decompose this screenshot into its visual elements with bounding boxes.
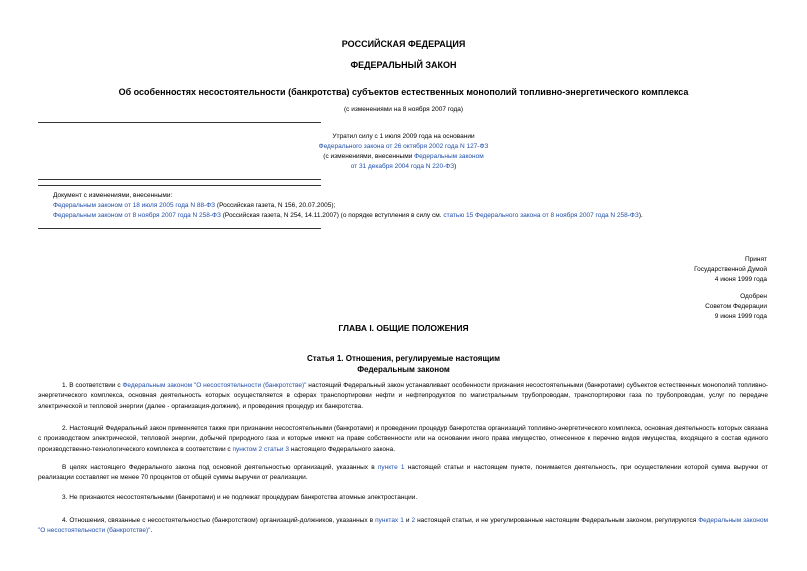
changes-block bbox=[53, 191, 773, 221]
article-heading bbox=[0, 353, 807, 375]
change-text: (Российская газета, N 156, 20.07.2005); bbox=[215, 202, 336, 209]
adoption-line: 9 июня 1999 года bbox=[714, 313, 767, 320]
divider bbox=[38, 228, 321, 229]
change-link-258fz[interactable]: Федеральным законом от 8 ноября 2007 года N 258-ФЗ bbox=[53, 212, 221, 219]
law-title: Об особенностях несостоятельности (банкротства) субъектов естественных монополий топливно-энергетического комплекса bbox=[118, 87, 689, 97]
amended-note: (с изменениями на 8 ноября 2007 года) bbox=[343, 106, 464, 113]
adoption-line: Государственной Думой bbox=[694, 266, 767, 273]
link-point1[interactable]: пункте 1 bbox=[377, 464, 405, 471]
paragraph-2: 2. Настоящий Федеральный закон применяется также при признании несостоятельными (банкротами) и проведении процедур банкротства организаций топливно-энергетического комплекса, основная деятельность которых связана с производством электрической, тепловой энергии, добычей природного газа и которые имеют на праве собственности или на основании иного права имущество, отнесенное к перечню видов имущества, входящего в состав единого производственно-технологического комплекса в соответствии с пунктом 2 статьи 3 настоящего Федерального закона. bbox=[38, 425, 768, 453]
adoption-line: 4 июня 1999 года bbox=[714, 276, 767, 283]
link-points1[interactable]: пунктах 1 bbox=[375, 517, 404, 524]
adoption-line: Одобрен bbox=[740, 293, 767, 300]
validity-block bbox=[0, 132, 807, 172]
link-bankruptcy-law-2[interactable]: Федеральным законом "О несостоятельности (банкротстве)" bbox=[38, 517, 768, 535]
divider bbox=[38, 122, 321, 123]
adoption-line: Советом Федерации bbox=[705, 303, 767, 310]
article-title-line: Статья 1. Отношения, регулируемые настоящим bbox=[306, 354, 501, 363]
adoption-line: Принят bbox=[744, 256, 767, 263]
validity-link-law[interactable]: Федерального закона от 26 октября 2002 года N 127-ФЗ bbox=[318, 143, 489, 150]
link-article3-point2[interactable]: пунктом 2 статьи 3 bbox=[232, 445, 289, 453]
chapter-heading: ГЛАВА I. ОБЩИЕ ПОЛОЖЕНИЯ bbox=[338, 323, 469, 333]
link-point2[interactable]: 2 bbox=[411, 517, 416, 524]
change-link-88fz[interactable]: Федеральным законом от 18 июля 2005 года N 88-ФЗ bbox=[53, 202, 216, 209]
validity-link-amend[interactable]: Федеральным законом bbox=[414, 153, 484, 160]
adoption-duma bbox=[694, 255, 767, 285]
adoption-council bbox=[705, 292, 767, 322]
paragraph-1: 1. В соответствии с Федеральным законом "О несостоятельности (банкротстве)" настоящий Федеральный закон устанавливает особенности признания несостоятельными (банкротами) субъектов естественных монополий топливно-энергетического комплекса, основная деятельность которых осуществляется в сферах транспортировки нефти и нефтепродуктов по магистральным трубопроводам, транспортировки газа по трубопроводам, услуг по передаче электрической и тепловой энергии (далее - организация-должник), и проведения процедур их банкротства. bbox=[38, 382, 768, 410]
validity-close: ) bbox=[454, 163, 457, 170]
paragraph-4: 4. Отношения, связанные с несостоятельностью (банкротством) организаций-должников, указанных в пунктах 1 и 2 настоящей статьи, и не урегулированные настоящим Федеральным законом, регулируются Федеральным законом "О несостоятельности (банкротстве)". bbox=[38, 517, 768, 535]
change-text: ). bbox=[638, 212, 643, 219]
divider bbox=[38, 179, 321, 180]
article-title-line: Федеральным законом bbox=[357, 365, 450, 374]
doc-type-heading: ФЕДЕРАЛЬНЫЙ ЗАКОН bbox=[350, 60, 457, 70]
country-heading: РОССИЙСКАЯ ФЕДЕРАЦИЯ bbox=[341, 39, 466, 49]
changes-intro: Документ с изменениями, внесенными: bbox=[53, 192, 173, 199]
validity-text: (с изменениями, внесенными bbox=[323, 153, 415, 160]
paragraph-3: 3. Не признаются несостоятельными (банкротами) и не подлежат процедурам банкротства атомные электростанции. bbox=[62, 494, 418, 501]
divider bbox=[38, 185, 321, 186]
change-text: (Российская газета, N 254, 14.11.2007) (о порядке вступления в силу см. bbox=[220, 212, 444, 219]
link-bankruptcy-law[interactable]: Федеральным законом "О несостоятельности (банкротстве)" bbox=[122, 382, 307, 389]
validity-link-date[interactable]: от 31 декабря 2004 года N 220-ФЗ bbox=[350, 163, 455, 170]
validity-line: Утратил силу с 1 июля 2009 года на основании bbox=[332, 133, 475, 140]
paragraph-2-cont: В целях настоящего Федерального закона под основной деятельностью организаций, указанных в пункте 1 настоящей статьи и настоящем пункте, понимается деятельность, при осуществлении которой сумма выручки от реализации составляет не менее 70 процентов от общей суммы выручки от реализации. bbox=[38, 464, 769, 482]
change-link-article15[interactable]: статью 15 Федерального закона от 8 ноября 2007 года N 258-ФЗ bbox=[443, 212, 639, 219]
